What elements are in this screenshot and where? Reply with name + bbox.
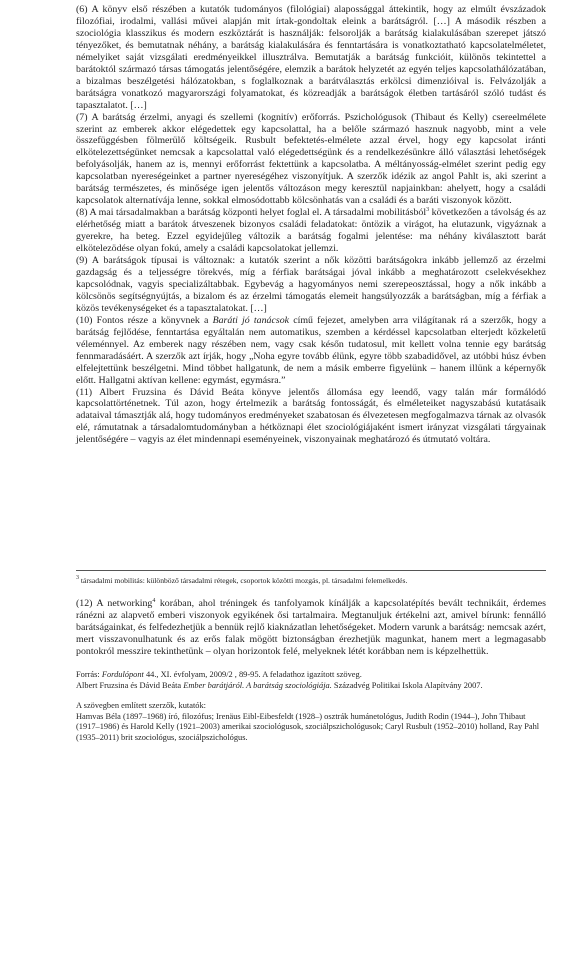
- paragraph-12-rest: korában, ahol tréningek és tanfolyamok kínálják a kapcsolatépítés bevált technikáit, érdemes ránézni az alapvető emberi viszonyok egyikének ősi tartalmaira. Megtanuljuk értékelni azt, amivel bírunk: fennálló barátságainkat, és felfedezhetjük a bennük rejlő kiaknázatlan lehetőségeket. Modern varunk a barátság: nemcsak azért, mert visszavonulhatunk és az erős falak mögött biztonságban érezhetjük magunkat, hanem mert a legmagasabb pontokról messzire tekinthetünk – olyan horizontok felé, melyeknek létét korábban nem is képzelhettük.: [76, 598, 546, 658]
- paragraph-8: [76, 207, 546, 255]
- footnote-text: társadalmi mobilitás: különböző társadalmi rétegek, csoportok közötti mozgás, pl. társadalmi felemelkedés.: [79, 576, 408, 586]
- footnote-ref-3: 3: [426, 207, 430, 214]
- paragraph-7: (7) A barátság érzelmi, anyagi és szellemi (kognitív) erőforrás. Pszichológusok (Thibaut és Kelly) csereelmélete szerint az emberek akkor elégedettek egy kapcsolattal, ha a belőle származó hasznuk nagyobb, mint a vele összefüggésben fölmerülő költségeik. Rusbult befektetés-elmélete azzal érvel, hogy egy kapcsolat iránti elkötelezettségünket nemcsak a kapcsolattal való elégedettségünk és a rendelkezésünkre álló választási lehetőségek befolyásolják, hanem az is, mennyi erőforrást fektettünk a kapcsolatba. A méltányosság-elmélet szerint pedig egy kapcsolatban nyereségeinket a partner nyereségéhez viszonyítjuk. A szerzők idézik az angol Pahlt is, aki szerint a barátság természetes, és minősége igen jelentős változáson megy keresztül napjainkban: ahelyett, hogy a családi kapcsolatok alternatívája lenne, sokkal elmosódottabb kölcsönhatás van a családi és a baráti viszonyok között.: [76, 111, 546, 207]
- journal-title: Fordulópont: [101, 670, 144, 680]
- source-journal: [76, 670, 546, 681]
- paragraph-8-start: (8) A mai társadalmakban a barátság központi helyet foglal el. A társadalmi mobilitásból: [76, 207, 427, 219]
- paragraph-10-rest: című fejezet, amelyben arra világítanak rá a szerzők, hogy a barátság fejlődése, fenntartása egyáltalán nem automatikus, szemben a kérdéssel kapcsolatban elterjedt közkeletű véleménnyel. Az emberek nagy részében nem, vagy csak későn tudatosul, mit kellett volna tennie egy barátság fennmaradásáért. A szerzők azt írják, hogy „Noha egyre tovább élünk, egyre több szabadidővel, az utóbbi húsz évben elfelejtettünk beszélgetni. Mind többet hallgatunk, de nem a másik emberre figyelünk – hanem illünk a képernyők előtt. Hallgatni aktívan kellene: egymást, egymásra.”: [76, 314, 546, 386]
- book-title: Ember barátjáról. A barátság szociológiája.: [183, 680, 332, 690]
- book-details: Századvég Politikai Iskola Alapítvány 2007.: [331, 680, 483, 690]
- authors-block: [76, 701, 546, 743]
- paragraph-10-start: (10) Fontos része a könyvnek a: [76, 314, 213, 326]
- authors-list: Hamvas Béla (1897–1968) író, filozófus; Irenäus Eibl-Eibesfeldt (1928–) osztrák humánetológus, Judith Rodin (1944–), John Thibaut (1917–1986) és Harold Kelly (1921–2003) amerikai szociológusok, szociálpszichológusok; Caryl Rusbult (1952–2010) holland, Ray Pahl (1935–2011) brit szociológus, szociálpszichológus.: [76, 711, 540, 742]
- footnote-ref-4: 4: [152, 598, 156, 605]
- paragraph-12: [76, 598, 546, 658]
- journal-details: 44., XI. évfolyam, 2009/2 , 89-95. A feladathoz igazított szöveg.: [143, 670, 362, 680]
- source-book: [76, 681, 546, 692]
- source-block: [76, 670, 546, 691]
- paragraph-12-start: (12) A networking: [76, 598, 153, 610]
- document-page: [76, 4, 546, 744]
- footnote-divider: [76, 570, 546, 571]
- paragraph-6: (6) A könyv első részében a kutatók tudományos (filológiai) alapossággal áttekintik, hogy az elmúlt évszázadok filozófiai, irodalmi, vallási művei alapján mit írtak-gondoltak eleink a barátságról. […] A második részben a szociológia klasszikus és modern eszköztárát is használják: felsorolják a barátság kialakulásában szerepet játszó tényezőket, és bemutatnak néhány, a barátság kialakulására és fenntartására is vonatkoztatható kapcsolatelméletet, némelyiket saját vizsgálati eredményeikkel illusztrálva. Bemutatják a barátság funkcióit, különös tekintettel a barátoktól származó társas támogatás jelentőségére, elemzik a barátok helyzetét az egyén teljes kapcsolathálózatában, a bizalmas beszélgetési hálózatokban, s foglalkoznak a barátválasztás erkölcsi dimenzióival is. Felvázolják a barátságra vonatkozó magyarországi folyamatokat, és közreadják a barátságok életben tartásáról szóló tudást és tapasztalatot. […]: [76, 4, 546, 111]
- book-authors: Albert Fruzsina és Dávid Beáta: [76, 680, 184, 690]
- chapter-title: Baráti jó tanácsok: [212, 314, 290, 326]
- paragraph-8-rest: következően a távolság és az elérhetőség miatt a barátok átveszenek bizonyos családi feladatokat: öntözik a virágot, ha elutazunk, vigyáznak a gyerekre, ha beteg. Ezzel egyidejűleg változik a barátság fogalmi jelentése: ma néhány kiválasztott barát elkötelezödése olyan fokú, amely a családi kapcsolatokat jellemzi.: [76, 207, 547, 255]
- paragraph-11: (11) Albert Fruzsina és Dávid Beáta könyve jelentős állomása egy leendő, vagy talán már formálódó kapcsolattörténetnek. Túl azon, hogy értelmezik a barátság fontosságát, és elméleteiket nagyszabású kutatásaik adataival támasztják alá, hogy tudományos eredményeket szabatosan és élvezetesen megfogalmazva tárnak az olvasók elé, rámutatnak a társadalomtudományban a hétköznapi élet szociológiájaként ismert irányzat vizsgálati tárgyainak jelentőségére – vagyis az élet mindennapi eseményeinek, viszonyainak meghatározó és útmutató voltára.: [76, 386, 546, 446]
- footnote-mark: 3: [76, 575, 79, 582]
- authors-heading: A szövegben említett szerzők, kutatók:: [76, 701, 207, 711]
- page-gap: [76, 446, 546, 570]
- footnote-3: [76, 576, 546, 586]
- source-label: Forrás:: [76, 670, 102, 680]
- paragraph-10: [76, 315, 546, 387]
- paragraph-9: (9) A barátságok típusai is változnak: a kutatók szerint a nők közötti barátságokra inkább jellemző az érzelmi gazdagság és a teljességre törekvés, míg a férfiak barátságai jóval inkább a meghatározott cselekvésekhez kapcsolódnak, vagyis specializáltabbak. Egybevág a hagyományos nemi szerepeosztással, hogy a nők inkább a kölcsönös segítségnyújtás, a bizalom és az érzelmi támogatás elemeit hangsúlyozzák a barátságban, míg a férfiak a közös tevékenységeket és a tapasztalatokat. […]: [76, 255, 546, 314]
